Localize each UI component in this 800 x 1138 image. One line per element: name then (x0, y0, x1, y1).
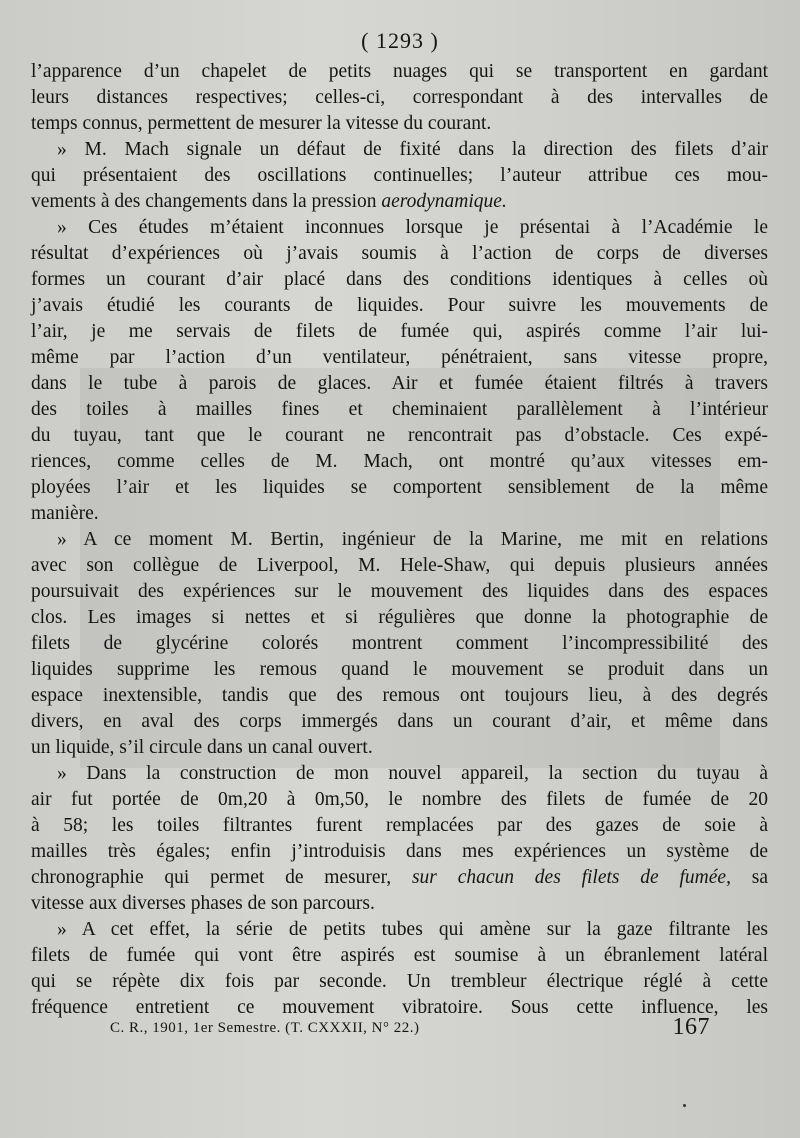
text-line: » Ces études m’étaient inconnues lorsque je présentai à l’Académie le (57, 217, 768, 238)
page-footer (110, 1014, 710, 1040)
text-line: du tuyau, tant que le courant ne rencontrait pas d’obstacle. Ces expé- (31, 425, 768, 446)
italic-phrase: sur chacun des filets de fumée, (411, 867, 731, 888)
text-line: filets de glycérine colorés montrent comment l’incompressibilité des (31, 633, 768, 654)
text-line: » A cet effet, la série de petits tubes qui amène sur la gaze filtrante les (57, 919, 768, 940)
text-line: » Dans la construction de mon nouvel appareil, la section du tuyau à (57, 763, 768, 784)
text-line: l’air, je me servais de filets de fumée qui, aspirés comme l’air lui- (31, 321, 768, 342)
ink-speck (683, 1104, 686, 1107)
text-line: poursuivait des expériences sur le mouvement des liquides dans des espaces (31, 581, 768, 602)
text-line: avec son collègue de Liverpool, M. Hele-Shaw, qui depuis plusieurs années (31, 555, 768, 576)
text-span: chronographie qui permet de mesurer, (31, 867, 412, 888)
text-line: mailles très égales; enfin j’introduisis dans mes expériences un système de (31, 841, 768, 862)
page-header: ( 1293 ) (361, 28, 439, 53)
text-line: à 58; les toiles filtrantes furent remplacées par des gazes de soie à (31, 815, 768, 836)
text-span: sa (730, 867, 768, 888)
text-line: divers, en aval des corps immergés dans un courant d’air, et même dans (31, 711, 768, 732)
text-line: manière. (31, 503, 99, 524)
text-line: liquides supprime les remous quand le mouvement se produit dans un (31, 659, 768, 680)
text-line: filets de fumée qui vont être aspirés est soumise à un ébranlement latéral (31, 945, 768, 966)
text-line: riences, comme celles de M. Mach, ont montré qu’aux vitesses em- (31, 451, 768, 472)
text-line: qui présentaient des oscillations continuelles; l’auteur attribue ces mou- (31, 165, 768, 186)
text-line (31, 865, 768, 891)
italic-term: aerodynamique. (381, 191, 507, 212)
citation: C. R., 1901, 1er Semestre. (T. CXXXII, N° 22.) (110, 1020, 420, 1036)
text-line: » A ce moment M. Bertin, ingénieur de la Marine, me mit en relations (57, 529, 768, 550)
text-span: vements à des changements dans la pression (31, 191, 382, 212)
text-line: qui se répète dix fois par seconde. Un trembleur électrique réglé à cette (31, 971, 768, 992)
text-line: air fut portée de 0m,20 à 0m,50, le nombre des filets de fumée de 20 (31, 789, 768, 810)
text-line: espace inextensible, tandis que des remous ont toujours lieu, à des degrés (31, 685, 768, 706)
text-line: clos. Les images si nettes et si régulières que donne la photographie de (31, 607, 768, 628)
text-line: j’avais étudié les courants de liquides. Pour suivre les mouvements de (31, 295, 768, 316)
text-line: dans le tube à parois de glaces. Air et fumée étaient filtrés à travers (31, 373, 768, 394)
text-line: des toiles à mailles fines et cheminaient parallèlement à l’intérieur (31, 399, 768, 420)
page-number: 167 (672, 1014, 710, 1040)
text-line: résultat d’expériences où j’avais soumis à l’action de corps de diverses (31, 243, 768, 264)
text-line: un liquide, s’il circule dans un canal ouvert. (31, 737, 373, 758)
text-line: ployées l’air et les liquides se comportent sensiblement de la même (31, 477, 768, 498)
text-line: » M. Mach signale un défaut de fixité dans la direction des filets d’air (57, 139, 768, 160)
text-line: même par l’action d’un ventilateur, pénétraient, sans vitesse propre, (31, 347, 768, 368)
text-line: formes un courant d’air placé dans des conditions identiques à celles où (31, 269, 768, 290)
text-line: leurs distances respectives; celles-ci, correspondant à des intervalles de (31, 87, 768, 108)
text-line: l’apparence d’un chapelet de petits nuages qui se transportent en gardant (31, 61, 768, 82)
text-line: temps connus, permettent de mesurer la vitesse du courant. (31, 113, 492, 134)
text-line: fréquence entretient ce mouvement vibratoire. Sous cette influence, les (31, 997, 768, 1018)
body-text (31, 59, 768, 1021)
text-line (31, 189, 768, 215)
text-line: vitesse aux diverses phases de son parcours. (31, 893, 375, 914)
